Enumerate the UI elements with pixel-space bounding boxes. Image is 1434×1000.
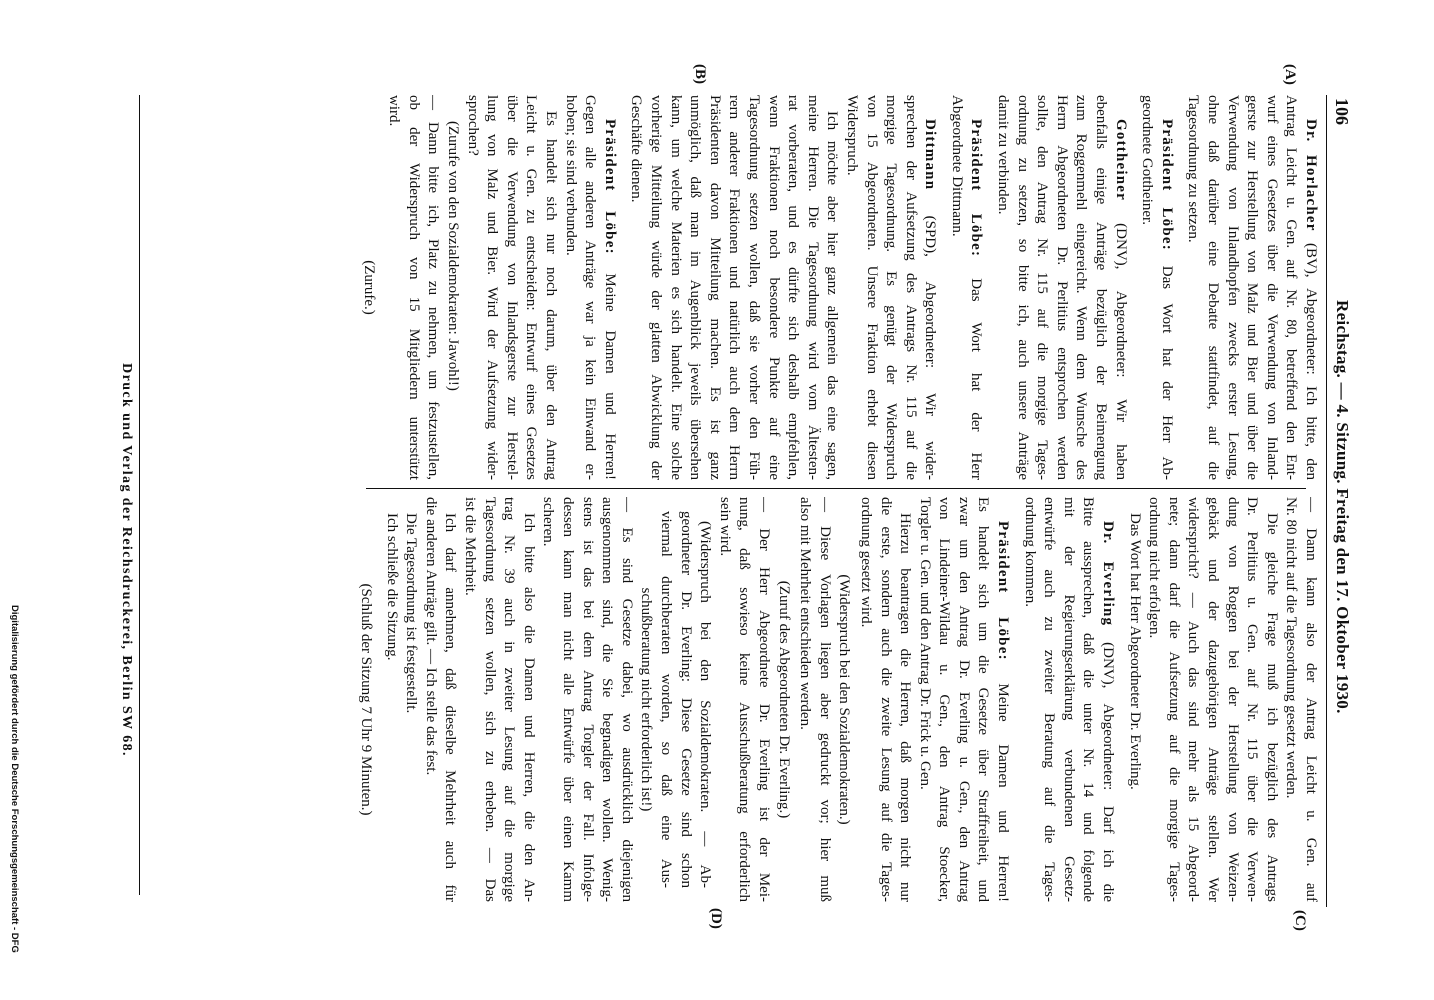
- text-line: [356, 497, 376, 902]
- line-text: ordnung kommen.: [1021, 497, 1038, 607]
- line-text: nete; dann darf die Aufsetzung auf die morgige Tages-: [1165, 497, 1182, 902]
- paragraph: [420, 497, 459, 902]
- line-text: unmöglich, daß man im Augenblick jeweils übersehen: [687, 95, 704, 480]
- line-text: also mit Mehrheit entschieden werden.: [797, 497, 814, 730]
- line-text: Widerspruch.: [843, 95, 860, 176]
- text-line: [753, 497, 773, 902]
- text-line: [616, 497, 636, 902]
- line-text: — Dann bitte ich, Platz zu nehmen, um festzustellen,: [425, 95, 442, 480]
- text-line: [900, 95, 920, 480]
- text-line: [384, 95, 404, 480]
- speaker-name: Präsident Löbe:: [968, 119, 985, 258]
- line-text: von Lindeiner-Wildau u. Gen., den Antrag Stoecker,: [936, 497, 953, 902]
- speaker-name: Dr. Horlacher: [1303, 119, 1319, 232]
- text-line: [953, 497, 973, 902]
- line-text: ohne daß darüber eine Debatte stattfindet, auf die: [1205, 95, 1222, 480]
- line-text: (BV), Abgeordneter: Ich bitte, den: [1303, 242, 1319, 480]
- paragraph: [1124, 497, 1144, 902]
- line-text: Ich schließe die Sitzung.: [383, 513, 400, 661]
- text-line: [577, 497, 597, 902]
- footer-rule: [139, 95, 140, 895]
- line-text: Ich möchte aber hier ganz allgemein das eine sagen,: [824, 111, 841, 480]
- paragraph: [381, 497, 401, 902]
- line-text: gebäck und der dazugehörigen Anträge stellen. Wer: [1205, 497, 1222, 902]
- line-text: ordnung zu setzen, so bitte ich, auch unsere Anträge: [1014, 95, 1031, 480]
- line-text: ordnung nicht erfolgen.: [1146, 497, 1163, 639]
- text-line: [946, 95, 966, 480]
- speech-paragraph: [841, 95, 939, 480]
- line-text: kann, um welche Materien es sich handelt. Eine solche: [667, 95, 684, 480]
- line-text: widerspricht? — Auch das sind mehr als 15 Abgeord-: [1185, 497, 1202, 902]
- line-text: (Widerspruch bei den Sozialdemokraten.): [836, 574, 853, 825]
- line-text: Dr. Perlitius u. Gen. auf Nr. 115 über die Verwen-: [1244, 497, 1261, 902]
- line-text: (Zuruf des Abgeordneten Dr. Everling.): [775, 580, 792, 819]
- text-line: [724, 95, 744, 480]
- line-text: rat vorberaten, und es dürfte sich deshalb empfehlen,: [785, 95, 802, 480]
- line-text: dessen kann man nicht alle Entwürfe über einen Kamm: [560, 497, 577, 902]
- text-line: [973, 497, 993, 902]
- interjection: [356, 497, 376, 902]
- line-text: zum Roggenmehl eingereicht. Wenn dem Wunsche des: [1073, 95, 1090, 480]
- line-text: hoben; sie sind verbunden.: [562, 95, 579, 256]
- line-text: — Diese Vorlagen liegen aber gedruckt vor; hier muß: [816, 497, 833, 902]
- text-line: [993, 497, 1013, 902]
- speech-paragraph: [560, 95, 619, 480]
- left-column: [358, 95, 1320, 480]
- text-line: [459, 497, 479, 902]
- text-line: [920, 95, 940, 480]
- line-text: Torgler u. Gen. und den Antrag Dr. Frick u. Gen.: [916, 497, 933, 790]
- line-text: mit der Regierungserklärung verbundenen Gesetz-: [1060, 497, 1077, 902]
- digitization-note: Digitalisierung gefördert durch die Deutsche Forschungsgemeinschaft - DFG: [9, 605, 20, 953]
- line-text: trag Nr. 39 auch in zweiter Lesung auf die morgige: [501, 497, 518, 902]
- text-line: [1261, 95, 1281, 480]
- line-text: Leicht u. Gen. zu entscheiden: Entwurf eines Gesetzes: [523, 95, 540, 480]
- line-text: die anderen Anträge gilt. — Ich stelle das fest.: [422, 497, 439, 776]
- line-text: Die Tagesordnung ist festgestellt.: [403, 513, 420, 714]
- paragraph: [1144, 497, 1281, 902]
- text-line: [462, 95, 482, 480]
- text-line: [358, 95, 378, 480]
- header-rule: [1326, 95, 1327, 907]
- line-text: sollte, den Antrag Nr. 115 auf die morgige Tages-: [1034, 95, 1051, 480]
- text-line: [1300, 497, 1320, 902]
- line-text: sprechen der Aufsetzung des Antrags Nr. 115 auf die: [902, 95, 919, 480]
- line-text: Bitte aussprechen, daß die unter Nr. 14 und folgende: [1080, 497, 1097, 902]
- speech-paragraph: [993, 95, 1130, 480]
- line-text: ebenfalls einige Anträge bezüglich der Beimengung: [1093, 95, 1110, 480]
- line-text: Tagesordnung setzen wollen, sich zu erheben. — Das: [481, 497, 498, 902]
- line-text: gerste zur Herstellung von Malz und Bier und über die: [1244, 95, 1261, 480]
- text-line: [1012, 95, 1032, 480]
- text-line: [802, 95, 822, 480]
- text-line: [645, 95, 665, 480]
- line-text: Es handelt sich nur noch darum, über den Antrag: [543, 111, 560, 480]
- line-text: viermal durchberaten worden, so daß eine Aus-: [658, 511, 674, 888]
- line-text: scheren.: [540, 497, 557, 547]
- text-line: [1163, 497, 1183, 902]
- text-line: [814, 497, 834, 902]
- line-text: Die gleiche Frage muß ich bezüglich des Antrags: [1263, 513, 1280, 902]
- line-text: Gegen alle anderen Anträge war ja kein Einwand er-: [582, 95, 599, 480]
- margin-mark-c: (C): [1292, 910, 1308, 931]
- line-text: stens ist das bei dem Antrag Torgler der Fall. Infolge-: [579, 497, 596, 902]
- text-line: [734, 497, 754, 902]
- line-text: wenn Fraktionen noch besondere Punkte auf eine: [765, 95, 782, 480]
- text-line: [655, 497, 675, 902]
- line-text: (Widerspruch bei den Sozialdemokraten. — Ab-: [697, 521, 714, 888]
- line-text: Tagesordnung setzen wollen, daß sie vorher den Füh-: [745, 95, 762, 480]
- margin-mark-d: (D): [708, 908, 724, 929]
- line-text: Meine Damen und Herren!: [601, 273, 618, 480]
- line-text: Tagesordnung zu setzen.: [1185, 95, 1202, 243]
- line-text: vorherige Mitteilung würde der glatten Abwicklung der: [648, 95, 664, 480]
- line-text: zwar um den Antrag Dr. Everling u. Gen., den Antrag: [955, 497, 972, 902]
- line-text: dung von Roggen bei der Herstellung von Weizen-: [1224, 497, 1241, 902]
- text-line: [1144, 497, 1164, 902]
- text-line: [875, 497, 895, 902]
- text-line: [420, 497, 440, 902]
- text-line: [1097, 497, 1117, 902]
- line-text: (Zurufe von den Sozialdemokraten: Jawohl!): [445, 121, 462, 391]
- text-line: [1281, 95, 1301, 480]
- line-text: Verwendung von Inlandhopfen zwecks erster Lesung,: [1224, 95, 1241, 480]
- paragraph: [855, 497, 914, 902]
- text-line: [881, 95, 901, 480]
- line-text: rern anderer Fraktionen und natürlich auch dem Herrn: [726, 95, 743, 480]
- line-text: sprochen?: [464, 95, 481, 156]
- line-text: schußberatung nicht erforderlich ist!): [638, 587, 655, 812]
- footer-imprint: Druck und Verlag der Reichsdruckerei, Berlin SW 68.: [119, 363, 134, 757]
- line-text: (DNV), Abgeordneter: Wir haben: [1112, 223, 1129, 480]
- paragraph: [714, 497, 773, 902]
- text-line: [557, 497, 577, 902]
- interjection: [442, 95, 462, 480]
- text-line: [626, 95, 646, 480]
- text-line: [580, 95, 600, 480]
- text-line: [841, 95, 861, 480]
- text-line: [1058, 497, 1078, 902]
- text-line: [538, 497, 558, 902]
- line-text: Nr. 80 nicht auf die Tagesordnung gesetzt werden.: [1283, 497, 1300, 799]
- line-text: Es handelt sich um die Gesetze über Straffreiheit, und: [975, 497, 992, 902]
- paragraph: [538, 497, 636, 902]
- line-text: ob der Widerspruch von 15 Mitgliedern unterstützt: [405, 95, 422, 480]
- text-line: [1156, 95, 1176, 480]
- text-line: [1242, 95, 1262, 480]
- line-text: die erste, sondern auch die zweite Lesung auf die Tages-: [877, 497, 894, 902]
- paragraph: [384, 95, 443, 480]
- line-text: Hierzu beantragen die Herren, daß morgen nicht nur: [897, 513, 914, 902]
- text-line: [743, 95, 763, 480]
- text-line: [1137, 95, 1157, 480]
- text-line: [895, 497, 915, 902]
- text-line: [1078, 497, 1098, 902]
- text-line: [861, 95, 881, 480]
- text-line: [763, 95, 783, 480]
- speech-paragraph: [946, 95, 985, 480]
- text-line: [1039, 497, 1059, 902]
- text-line: [521, 95, 541, 480]
- text-line: [1242, 497, 1262, 902]
- text-line: [499, 497, 519, 902]
- text-line: [822, 95, 842, 480]
- text-line: [914, 497, 934, 902]
- text-line: [834, 497, 854, 902]
- text-line: [1202, 497, 1222, 902]
- text-line: [993, 95, 1013, 480]
- line-text: entwürfe auch zu zweiter Beratung auf die Tages-: [1041, 497, 1058, 902]
- line-text: (Zurufe.): [360, 260, 377, 315]
- right-column: [356, 497, 1321, 902]
- line-text: wird.: [386, 95, 403, 127]
- text-line: [1222, 95, 1242, 480]
- speech-paragraph: [914, 497, 1012, 902]
- text-line: [479, 497, 499, 902]
- page-number: 106: [1332, 98, 1352, 125]
- line-text: Das Wort hat der Herr Ab-: [1158, 265, 1175, 480]
- line-text: morgige Tagesordnung. Es genügt der Widerspruch: [883, 95, 900, 480]
- line-text: ausgenommen sind, die Sie begnadigen wollen. Wenig-: [599, 497, 616, 902]
- text-line: [518, 497, 538, 902]
- line-text: Antrag Leicht u. Gen. auf Nr. 80, betreffend den Ent-: [1283, 95, 1300, 480]
- text-line: [1222, 497, 1242, 902]
- line-text: Herrn Abgeordneten Dr. Perlitius entsprochen werden: [1053, 95, 1070, 480]
- paragraph: [401, 497, 421, 902]
- line-text: Ich bitte also die Damen und Herren, die den An-: [520, 513, 537, 902]
- text-line: [1032, 95, 1052, 480]
- text-line: [934, 497, 954, 902]
- text-line: [855, 497, 875, 902]
- line-text: Das Wort hat Herr Abgeordneter Dr. Everling.: [1126, 513, 1143, 790]
- line-text: — Der Herr Abgeordnete Dr. Everling ist der Mei-: [755, 497, 772, 902]
- text-line: [966, 95, 986, 480]
- line-text: über die Verwendung von Inlandsgerste zur Herstel-: [503, 95, 520, 480]
- text-line: [1183, 497, 1203, 902]
- line-text: — Es sind Gesetze dabei, wo ausdrücklich diejenigen: [618, 497, 635, 902]
- speech-paragraph: [1137, 95, 1176, 480]
- text-line: [1071, 95, 1091, 480]
- column-divider: [366, 488, 1306, 489]
- line-text: Präsidenten davon Mitteilung machen. Es ist ganz: [706, 95, 723, 480]
- line-text: sein wird.: [716, 497, 733, 557]
- text-line: [597, 497, 617, 902]
- paragraph: [1281, 497, 1320, 902]
- speaker-name: Präsident Löbe:: [995, 521, 1012, 661]
- line-text: Geschäfte dienen.: [628, 95, 645, 203]
- speech-paragraph: [1019, 497, 1117, 902]
- text-line: [440, 497, 460, 902]
- line-text: von 15 Abgeordneten. Unsere Fraktion erhebt diesen: [863, 95, 880, 480]
- text-line: [1261, 497, 1281, 902]
- text-line: [401, 497, 421, 902]
- text-line: [599, 95, 619, 480]
- paragraph: [626, 95, 842, 480]
- text-line: [636, 497, 656, 902]
- text-line: [1300, 95, 1320, 480]
- line-text: damit zu verbinden.: [995, 95, 1012, 215]
- line-text: ist die Mehrheit.: [462, 497, 479, 596]
- line-text: Das Wort hat der Herr: [968, 278, 985, 480]
- line-text: Abgeordnete Dittmann.: [948, 95, 965, 237]
- line-text: meine Herren. Die Tagesordnung wird vom Ältesten-: [804, 95, 821, 480]
- text-line: [695, 497, 715, 902]
- text-line: [714, 497, 734, 902]
- line-text: — Dann kann also der Antrag Leicht u. Gen. auf: [1303, 497, 1319, 902]
- text-line: [403, 95, 423, 480]
- paragraph: [459, 497, 537, 902]
- line-text: Ich darf annehmen, daß dieselbe Mehrheit auch für: [442, 513, 459, 902]
- line-text: ordnung gesetzt wird.: [857, 497, 874, 628]
- line-text: (Schluß der Sitzung 7 Uhr 9 Minuten.): [358, 583, 375, 816]
- text-line: [704, 95, 724, 480]
- text-line: [501, 95, 521, 480]
- text-line: [1090, 95, 1110, 480]
- text-line: [540, 95, 560, 480]
- text-line: [423, 95, 443, 480]
- line-text: (DNV), Abgeordneter: Darf ich die: [1100, 642, 1117, 902]
- text-line: [381, 497, 401, 902]
- text-line: [795, 497, 815, 902]
- line-text: lung von Malz und Bier. Wird der Aufsetzung wider-: [484, 95, 501, 480]
- text-line: [442, 95, 462, 480]
- line-text: Meine Damen und Herren!: [995, 683, 1012, 902]
- text-line: [1051, 95, 1071, 480]
- margin-mark-a: (A): [1282, 64, 1298, 85]
- interjection: [636, 497, 714, 902]
- speaker-name: Gottheiner: [1112, 119, 1129, 201]
- speaker-name: Präsident Löbe:: [601, 119, 618, 255]
- text-line: [1281, 497, 1301, 902]
- text-line: [773, 497, 793, 902]
- running-head: Reichstag. — 4. Sitzung. Freitag den 17. Oktober 1930.: [1333, 300, 1352, 714]
- text-line: [1110, 95, 1130, 480]
- line-text: nung, daß sowieso keine Ausschußberatung erforderlich: [736, 497, 753, 902]
- text-line: [1202, 95, 1222, 480]
- interjection: [358, 95, 378, 480]
- line-text: geordneter Dr. Everling: Diese Gesetze sind schon: [677, 511, 694, 888]
- margin-mark-b: (B): [692, 64, 708, 84]
- text-line: [665, 95, 685, 480]
- line-text: geordnete Gottheiner.: [1139, 95, 1156, 225]
- line-text: wurf eines Gesetzes über die Verwendung von Inland-: [1263, 95, 1280, 480]
- text-line: [1183, 95, 1203, 480]
- interjection: [773, 497, 793, 902]
- paragraph: [795, 497, 834, 902]
- text-line: [482, 95, 502, 480]
- text-line: [560, 95, 580, 480]
- interjection: [834, 497, 854, 902]
- text-line: [1019, 497, 1039, 902]
- text-line: [675, 497, 695, 902]
- speaker-name: Präsident Löbe:: [1158, 119, 1175, 251]
- speech-paragraph: [1183, 95, 1320, 480]
- text-line: [1124, 497, 1144, 902]
- text-line: [685, 95, 705, 480]
- speaker-name: Dr. Everling: [1100, 521, 1117, 627]
- line-text: (SPD), Abgeordneter: Wir wider-: [922, 215, 939, 480]
- speaker-name: Dittmann: [922, 119, 939, 191]
- paragraph: [462, 95, 560, 480]
- text-line: [783, 95, 803, 480]
